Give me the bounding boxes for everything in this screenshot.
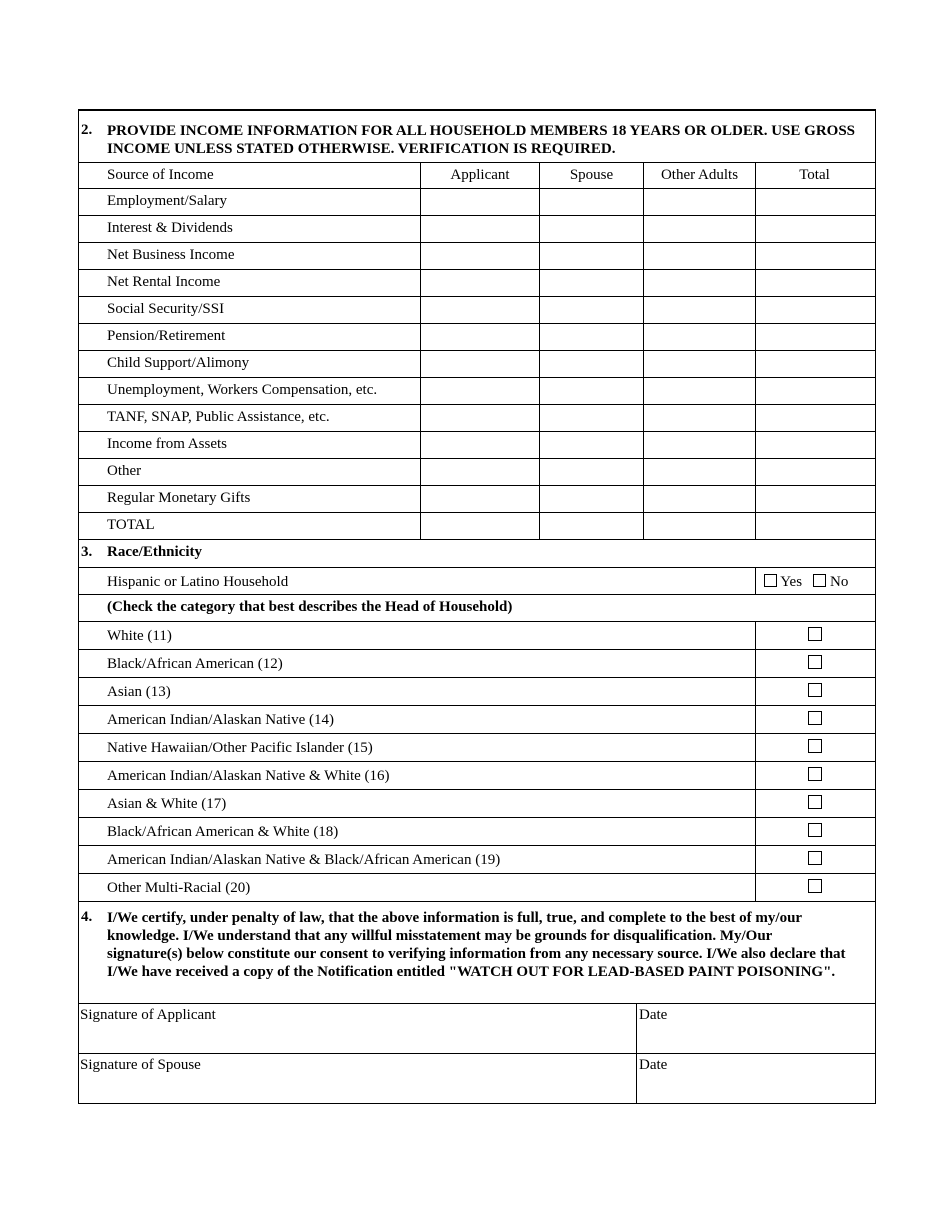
form-frame [78, 109, 876, 1104]
income-total-cell[interactable] [755, 189, 873, 215]
race-category-label: Asian & White (17) [107, 796, 227, 812]
income-spouse-cell[interactable] [539, 378, 643, 404]
income-row [79, 485, 875, 512]
hispanic-yes-label: Yes [780, 574, 803, 590]
income-spouse-cell[interactable] [539, 297, 643, 323]
income-other-adults-cell[interactable] [643, 513, 755, 539]
race-category-row [79, 789, 875, 817]
income-applicant-cell[interactable] [420, 486, 539, 512]
signature-applicant-label: Signature of Applicant [80, 1007, 216, 1023]
race-category-checkbox-cell [755, 846, 873, 873]
spouse-signature-row [79, 1053, 875, 1103]
income-spouse-cell[interactable] [539, 216, 643, 242]
race-category-checkbox[interactable] [808, 879, 822, 893]
race-category-label: Asian (13) [107, 684, 171, 700]
hispanic-yes-checkbox[interactable] [764, 574, 777, 587]
income-total-cell[interactable] [755, 324, 873, 350]
income-source-label: Social Security/SSI [107, 301, 225, 317]
income-applicant-cell[interactable] [420, 270, 539, 296]
applicant-signature-row [79, 1003, 875, 1053]
income-applicant-cell[interactable] [420, 378, 539, 404]
applicant-date-label: Date [639, 1007, 668, 1023]
income-applicant-cell[interactable] [420, 351, 539, 377]
income-row [79, 188, 875, 215]
category-instruction-row [79, 594, 875, 621]
race-category-checkbox[interactable] [808, 655, 822, 669]
race-category-row [79, 621, 875, 649]
income-spouse-cell[interactable] [539, 432, 643, 458]
income-total-cell[interactable] [755, 486, 873, 512]
section-3-number: 3. [81, 544, 93, 560]
income-other-adults-cell[interactable] [643, 351, 755, 377]
income-total-cell[interactable] [755, 513, 873, 539]
income-spouse-cell[interactable] [539, 513, 643, 539]
income-spouse-cell[interactable] [539, 459, 643, 485]
income-total-cell[interactable] [755, 378, 873, 404]
income-other-adults-cell[interactable] [643, 459, 755, 485]
income-other-adults-cell[interactable] [643, 432, 755, 458]
hispanic-yes-no [755, 568, 873, 594]
income-row [79, 512, 875, 539]
income-source-label: Unemployment, Workers Compensation, etc. [107, 382, 378, 398]
race-category-checkbox[interactable] [808, 767, 822, 781]
race-category-row [79, 677, 875, 705]
income-applicant-cell[interactable] [420, 297, 539, 323]
income-row [79, 323, 875, 350]
income-applicant-cell[interactable] [420, 216, 539, 242]
income-applicant-cell[interactable] [420, 513, 539, 539]
race-category-checkbox[interactable] [808, 795, 822, 809]
race-category-checkbox-cell [755, 874, 873, 901]
race-category-label: White (11) [107, 628, 172, 644]
income-other-adults-cell[interactable] [643, 486, 755, 512]
income-source-label: Income from Assets [107, 436, 227, 452]
race-category-label: American Indian/Alaskan Native & White (16) [107, 768, 390, 784]
race-category-checkbox[interactable] [808, 627, 822, 641]
race-category-checkbox-cell [755, 622, 873, 649]
hispanic-no-checkbox[interactable] [813, 574, 826, 587]
income-row [79, 458, 875, 485]
income-total-cell[interactable] [755, 297, 873, 323]
income-row [79, 215, 875, 242]
col-other-adults-header: Other Adults [643, 163, 755, 188]
income-source-label: Regular Monetary Gifts [107, 490, 251, 506]
income-source-label: Other [107, 463, 142, 479]
income-other-adults-cell[interactable] [643, 405, 755, 431]
race-category-checkbox-cell [755, 818, 873, 845]
income-applicant-cell[interactable] [420, 432, 539, 458]
signature-spouse-label: Signature of Spouse [80, 1057, 201, 1073]
income-applicant-cell[interactable] [420, 324, 539, 350]
income-spouse-cell[interactable] [539, 270, 643, 296]
income-other-adults-cell[interactable] [643, 297, 755, 323]
col-total-header: Total [755, 163, 873, 188]
income-total-cell[interactable] [755, 216, 873, 242]
signature-applicant-field[interactable] [79, 1004, 636, 1053]
income-applicant-cell[interactable] [420, 243, 539, 269]
income-spouse-cell[interactable] [539, 351, 643, 377]
hispanic-no-label: No [830, 574, 849, 590]
race-category-row [79, 733, 875, 761]
income-row [79, 377, 875, 404]
income-applicant-cell[interactable] [420, 405, 539, 431]
race-category-row [79, 705, 875, 733]
race-category-label: Black/African American (12) [107, 656, 283, 672]
certification-text: I/We certify, under penalty of law, that the above information is full, true, and complete to the best of my/our knowledge. I/We understand that any willful misstatement may be grounds for disqualification. My/Our signature(s) below constitute our consent to verifying information from any necessary source. I/We also declare that I/We have received a copy of the Notification entitled "WATCH OUT FOR LEAD-BASED PAINT POISONING". [107, 910, 846, 980]
income-source-label: Net Rental Income [107, 274, 221, 290]
race-category-checkbox[interactable] [808, 851, 822, 865]
income-other-adults-cell[interactable] [643, 270, 755, 296]
race-category-checkbox[interactable] [808, 823, 822, 837]
race-category-checkbox-cell [755, 706, 873, 733]
applicant-date-field[interactable] [636, 1004, 873, 1053]
income-spouse-cell[interactable] [539, 486, 643, 512]
section-4-certification [79, 901, 875, 1003]
section-2-title: PROVIDE INCOME INFORMATION FOR ALL HOUSEHOLD MEMBERS 18 YEARS OR OLDER. USE GROSS INCOME UNLESS STATED OTHERWISE. VERIFICATION IS REQUIRED. [107, 123, 856, 157]
race-category-checkbox-cell [755, 762, 873, 789]
income-total-cell[interactable] [755, 432, 873, 458]
income-spouse-cell[interactable] [539, 243, 643, 269]
income-source-label: TOTAL [107, 517, 155, 533]
income-spouse-cell[interactable] [539, 189, 643, 215]
race-category-label: American Indian/Alaskan Native (14) [107, 712, 334, 728]
section-3-heading [79, 539, 875, 567]
signature-spouse-field[interactable] [79, 1054, 636, 1103]
section-2-number: 2. [81, 122, 93, 138]
section-4-number: 4. [81, 909, 93, 925]
race-category-row [79, 761, 875, 789]
income-other-adults-cell[interactable] [643, 324, 755, 350]
income-other-adults-cell[interactable] [643, 189, 755, 215]
income-spouse-cell[interactable] [539, 405, 643, 431]
category-instruction: (Check the category that best describes the Head of Household) [107, 599, 513, 615]
income-spouse-cell[interactable] [539, 324, 643, 350]
col-source-header: Source of Income [107, 167, 214, 183]
income-row [79, 431, 875, 458]
race-category-label: Black/African American & White (18) [107, 824, 339, 840]
race-category-checkbox-cell [755, 790, 873, 817]
section-3-title: Race/Ethnicity [107, 544, 202, 560]
hispanic-label: Hispanic or Latino Household [107, 574, 289, 590]
race-category-row [79, 817, 875, 845]
income-row [79, 350, 875, 377]
income-total-cell[interactable] [755, 405, 873, 431]
income-other-adults-cell[interactable] [643, 378, 755, 404]
income-source-label: Child Support/Alimony [107, 355, 250, 371]
race-category-checkbox-cell [755, 734, 873, 761]
income-row [79, 296, 875, 323]
race-category-checkbox[interactable] [808, 683, 822, 697]
race-category-label: American Indian/Alaskan Native & Black/African American (19) [107, 852, 501, 868]
race-category-label: Native Hawaiian/Other Pacific Islander (15) [107, 740, 373, 756]
race-category-checkbox[interactable] [808, 711, 822, 725]
hispanic-row [79, 567, 875, 594]
race-category-checkbox[interactable] [808, 739, 822, 753]
spouse-date-label: Date [639, 1057, 668, 1073]
income-source-label: Interest & Dividends [107, 220, 233, 236]
income-other-adults-cell[interactable] [643, 243, 755, 269]
income-row [79, 404, 875, 431]
income-total-cell[interactable] [755, 351, 873, 377]
race-category-row [79, 649, 875, 677]
col-applicant-header: Applicant [420, 163, 539, 188]
income-table-header [79, 162, 875, 188]
income-applicant-cell[interactable] [420, 189, 539, 215]
col-spouse-header: Spouse [539, 163, 643, 188]
income-total-cell[interactable] [755, 270, 873, 296]
race-category-row [79, 845, 875, 873]
section-2-heading [79, 111, 875, 162]
income-applicant-cell[interactable] [420, 459, 539, 485]
income-row [79, 242, 875, 269]
race-category-row [79, 873, 875, 901]
income-source-label: Pension/Retirement [107, 328, 226, 344]
spouse-date-field[interactable] [636, 1054, 873, 1103]
race-category-checkbox-cell [755, 650, 873, 677]
race-category-label: Other Multi-Racial (20) [107, 880, 251, 896]
income-source-label: Net Business Income [107, 247, 235, 263]
race-category-checkbox-cell [755, 678, 873, 705]
income-total-cell[interactable] [755, 243, 873, 269]
income-source-label: TANF, SNAP, Public Assistance, etc. [107, 409, 330, 425]
income-other-adults-cell[interactable] [643, 216, 755, 242]
income-source-label: Employment/Salary [107, 193, 227, 209]
income-row [79, 269, 875, 296]
income-total-cell[interactable] [755, 459, 873, 485]
